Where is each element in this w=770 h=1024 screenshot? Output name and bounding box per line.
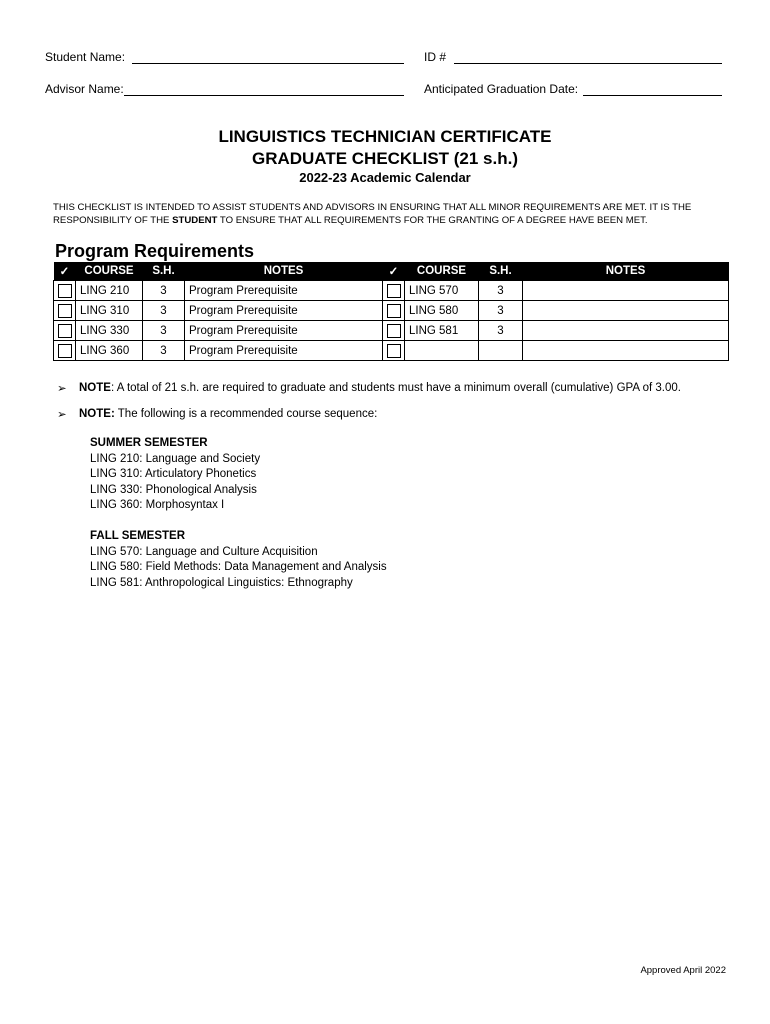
sh-cell: 3 (143, 281, 185, 301)
note-text: The following is a recommended course sequence: (114, 408, 378, 420)
table-row (54, 301, 729, 321)
course-cell: LING 330 (76, 321, 143, 341)
disclaimer-part-2: TO ENSURE THAT ALL REQUIREMENTS FOR THE GRANTING OF A DEGREE HAVE BEEN MET. (217, 214, 648, 226)
notes-cell: Program Prerequisite (185, 281, 383, 301)
table-row (54, 321, 729, 341)
checkbox[interactable] (58, 324, 72, 338)
sh-cell: 3 (479, 281, 523, 301)
sh-column-header: S.H. (479, 262, 523, 281)
checkbox[interactable] (387, 324, 401, 338)
sh-cell: 3 (479, 321, 523, 341)
academic-calendar: 2022-23 Academic Calendar (299, 170, 471, 185)
notes-cell: Program Prerequisite (185, 301, 383, 321)
course-column-header: COURSE (76, 262, 143, 281)
checkbox[interactable] (387, 344, 401, 358)
table-header-row (54, 262, 729, 281)
disclaimer-text (53, 202, 723, 227)
notes-cell: Program Prerequisite (185, 341, 383, 361)
notes-column-header: NOTES (185, 262, 383, 281)
sh-cell: 3 (143, 341, 185, 361)
notes-cell (523, 341, 729, 361)
requirements-table (53, 262, 729, 361)
fall-semester-heading: FALL SEMESTER (90, 530, 185, 542)
checkbox[interactable] (58, 304, 72, 318)
summer-semester-heading: SUMMER SEMESTER (90, 437, 208, 449)
course-cell: LING 580 (405, 301, 479, 321)
list-item: LING 580: Field Methods: Data Management and Analysis (90, 561, 387, 574)
id-line[interactable] (454, 63, 722, 64)
checkbox-cell[interactable] (54, 321, 76, 341)
list-item: LING 581: Anthropological Linguistics: Ethnography (90, 576, 353, 589)
approved-date: Approved April 2022 (640, 965, 726, 976)
course-cell: LING 581 (405, 321, 479, 341)
student-name-field[interactable] (45, 50, 125, 64)
student-name-label: Student Name: (45, 50, 126, 64)
graduation-date-field[interactable] (424, 82, 578, 96)
list-item: LING 360: Morphosyntax I (90, 499, 225, 512)
course-cell: LING 310 (76, 301, 143, 321)
note-label: NOTE (79, 382, 111, 394)
sh-cell: 3 (479, 301, 523, 321)
list-item: LING 310: Articulatory Phonetics (90, 468, 257, 481)
list-item: LING 210: Language and Society (90, 452, 261, 465)
document-title: LINGUISTICS TECHNICIAN CERTIFICATE (218, 127, 552, 146)
list-item: LING 330: Phonological Analysis (90, 483, 257, 496)
disclaimer-bold: STUDENT (172, 214, 218, 226)
course-cell: LING 210 (76, 281, 143, 301)
table-row (54, 281, 729, 301)
note-label: NOTE: (79, 408, 115, 420)
checkbox-cell[interactable] (54, 301, 76, 321)
checkbox[interactable] (387, 304, 401, 318)
graduation-date-label: Anticipated Graduation Date: (424, 82, 579, 96)
notes-cell (523, 321, 729, 341)
bullet-arrow-icon: ➢ (57, 383, 67, 395)
student-name-line[interactable] (132, 63, 404, 64)
program-requirements-heading: Program Requirements (55, 241, 255, 261)
note-gpa (79, 382, 681, 394)
sh-cell: 3 (143, 301, 185, 321)
checkbox-cell[interactable] (383, 321, 405, 341)
summer-semester-block (90, 436, 260, 514)
bullet-arrow-icon: ➢ (57, 409, 67, 421)
list-item: LING 570: Language and Culture Acquisition (90, 545, 318, 558)
course-column-header: COURSE (405, 262, 479, 281)
advisor-name-line[interactable] (124, 95, 404, 96)
check-column-header: ✓ (54, 262, 76, 281)
notes-cell: Program Prerequisite (185, 321, 383, 341)
sh-cell (479, 341, 523, 361)
note-text: : A total of 21 s.h. are required to graduate and students must have a minimum overall (cumulative) GPA of 3.00. (110, 382, 681, 394)
checkbox[interactable] (387, 284, 401, 298)
graduation-date-line[interactable] (583, 95, 722, 96)
notes-cell (523, 281, 729, 301)
checkbox-cell[interactable] (383, 341, 405, 361)
notes-cell (523, 301, 729, 321)
course-cell: LING 570 (405, 281, 479, 301)
course-cell: LING 360 (76, 341, 143, 361)
checkbox-cell[interactable] (54, 281, 76, 301)
table-row (54, 341, 729, 361)
checkbox-cell[interactable] (383, 301, 405, 321)
sh-cell: 3 (143, 321, 185, 341)
checkbox[interactable] (58, 344, 72, 358)
sh-column-header: S.H. (143, 262, 185, 281)
advisor-name-label: Advisor Name: (45, 82, 124, 96)
course-cell (405, 341, 479, 361)
checkbox[interactable] (58, 284, 72, 298)
fall-semester-block (90, 529, 387, 591)
checkbox-cell[interactable] (54, 341, 76, 361)
check-column-header: ✓ (383, 262, 405, 281)
disclaimer-part-1: THIS CHECKLIST IS INTENDED TO ASSIST STUDENTS AND ADVISORS IN ENSURING THAT ALL MINOR REQUIREMENTS ARE MET. IT IS THE RESPONSIBILITY OF THE (53, 202, 692, 226)
id-field[interactable] (424, 50, 446, 64)
id-label: ID # (424, 50, 447, 64)
checkbox-cell[interactable] (383, 281, 405, 301)
document-subtitle: GRADUATE CHECKLIST (21 s.h.) (251, 149, 519, 168)
notes-column-header: NOTES (523, 262, 729, 281)
advisor-name-field[interactable] (45, 82, 124, 96)
note-sequence (79, 408, 377, 420)
